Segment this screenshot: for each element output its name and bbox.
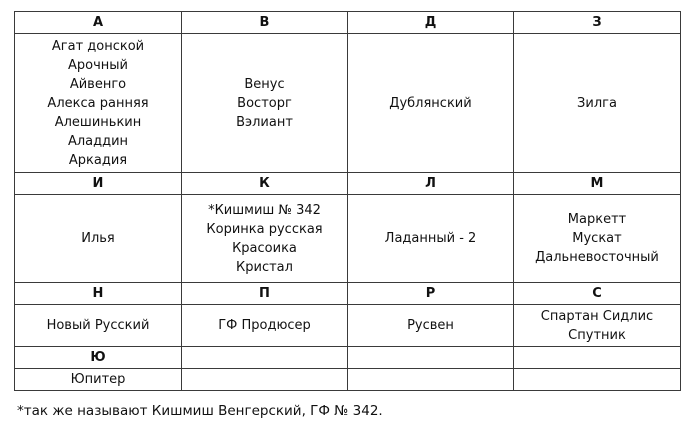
header-letter-n: Н xyxy=(15,283,182,305)
header-letter-z: З xyxy=(514,12,681,34)
header-letter-s: С xyxy=(514,283,681,305)
cell-v-varieties xyxy=(182,34,348,173)
variety: Дальневосточный xyxy=(535,250,659,265)
variety: Вэлиант xyxy=(236,114,293,130)
header-letter-m: М xyxy=(514,173,681,195)
variety: Ладанный - 2 xyxy=(384,231,477,246)
cell-l-varieties xyxy=(348,195,514,283)
variety: Илья xyxy=(81,231,115,246)
variety: Айвенго xyxy=(69,76,127,92)
variety: Кристал xyxy=(236,259,293,275)
variety: Спартан Сидлис xyxy=(540,308,654,324)
variety: Коринка русская xyxy=(206,221,323,237)
variety: Венус xyxy=(244,76,285,92)
variety: Арочный xyxy=(68,57,128,73)
header-empty xyxy=(348,347,514,369)
cell-n-varieties xyxy=(15,305,182,347)
cell-empty xyxy=(514,369,681,391)
header-letter-i: И xyxy=(15,173,182,195)
header-letter-d: Д xyxy=(348,12,514,34)
variety: Маркетт xyxy=(567,212,627,227)
variety: Спутник xyxy=(568,327,626,343)
footnote: *так же называют Кишмиш Венгерский, ГФ № 342. xyxy=(17,403,383,419)
cell-a-varieties xyxy=(15,34,182,173)
variety: Восторг xyxy=(237,95,292,111)
cell-m-varieties xyxy=(514,195,681,283)
variety: Дублянский xyxy=(389,95,472,111)
cell-k-varieties xyxy=(182,195,348,283)
variety: Аркадия xyxy=(68,152,128,168)
header-empty xyxy=(514,347,681,369)
cell-yu-varieties xyxy=(15,369,182,391)
cell-r-varieties xyxy=(348,305,514,347)
variety: Алекса ранняя xyxy=(47,95,149,111)
variety: *Кишмиш № 342 xyxy=(208,202,321,218)
header-letter-v: В xyxy=(182,12,348,34)
header-letter-r: Р xyxy=(348,283,514,305)
variety: Русвен xyxy=(407,318,454,333)
header-letter-k: К xyxy=(182,173,348,195)
variety: Юпитер xyxy=(70,371,126,387)
variety: Алешинькин xyxy=(54,114,142,130)
variety: Красоика xyxy=(232,240,297,256)
cell-s-varieties xyxy=(514,305,681,347)
cell-d-varieties xyxy=(348,34,514,173)
cell-z-varieties xyxy=(514,34,681,173)
header-letter-yu: Ю xyxy=(15,347,182,369)
variety: Агат донской xyxy=(51,38,145,54)
variety: Аладдин xyxy=(67,133,129,149)
header-letter-l: Л xyxy=(348,173,514,195)
grape-varieties-table xyxy=(14,11,681,391)
header-empty xyxy=(182,347,348,369)
cell-empty xyxy=(182,369,348,391)
cell-empty xyxy=(348,369,514,391)
cell-i-varieties xyxy=(15,195,182,283)
header-letter-p: П xyxy=(182,283,348,305)
cell-p-varieties xyxy=(182,305,348,347)
variety: Мускат xyxy=(572,231,622,246)
header-letter-a: А xyxy=(15,12,182,34)
variety: Зилга xyxy=(577,95,617,111)
variety: ГФ Продюсер xyxy=(218,318,311,333)
variety: Новый Русский xyxy=(46,318,150,333)
